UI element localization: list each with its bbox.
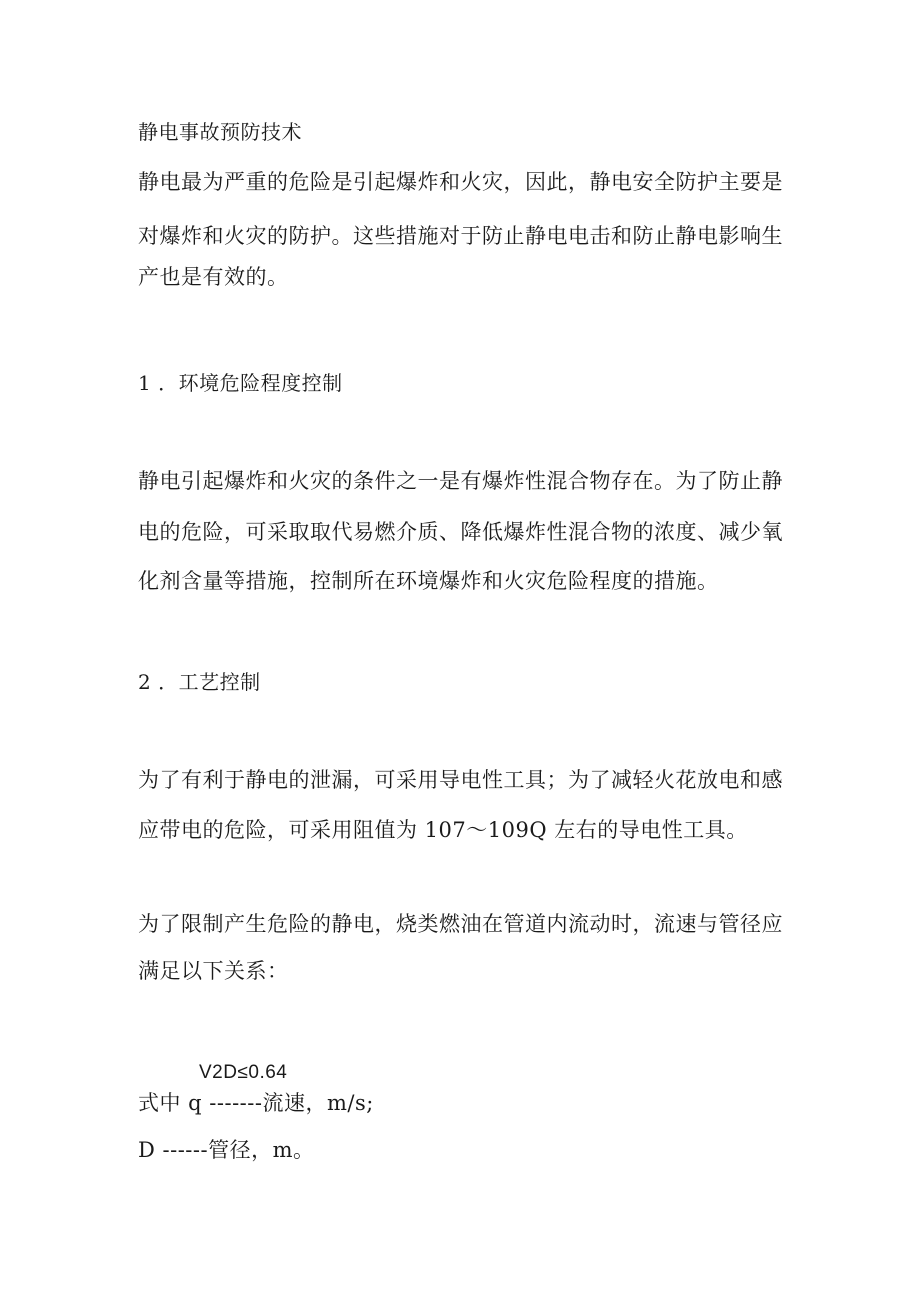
section2-para1-line-2: 应带电的危险，可采用阻值为 107～109Q 左右的导电性工具。 <box>138 818 748 842</box>
intro-line-1: 静电最为严重的危险是引起爆炸和火灾，因此，静电安全防护主要是 <box>138 170 783 194</box>
definition-diameter: D ------管径，m。 <box>138 1138 315 1162</box>
section1-line-1: 静电引起爆炸和火灾的条件之一是有爆炸性混合物存在。为了防止静 <box>138 469 783 493</box>
intro-line-2: 对爆炸和火灾的防护。这些措施对于防止静电电击和防止静电影响生 <box>138 224 783 248</box>
section2-para2-line-2: 满足以下关系： <box>138 959 289 983</box>
definition-velocity: 式中 q -------流速，m/s; <box>138 1091 374 1115</box>
flow-formula: V2D≤0.64 <box>199 1062 288 1083</box>
section1-line-3: 化剂含量等措施，控制所在环境爆炸和火灾危险程度的措施。 <box>138 569 719 593</box>
section2-para1-line-1: 为了有利于静电的泄漏，可采用导电性工具；为了减轻火花放电和感 <box>138 768 783 792</box>
intro-line-3: 产也是有效的。 <box>138 265 289 289</box>
section1-heading: 1 ．环境危险程度控制 <box>138 371 343 395</box>
document-title: 静电事故预防技术 <box>138 120 302 144</box>
section2-heading: 2 ．工艺控制 <box>138 670 261 694</box>
section1-line-2: 电的危险，可采取取代易燃介质、降低爆炸性混合物的浓度、减少氧 <box>138 520 783 544</box>
section2-para2-line-1: 为了限制产生危险的静电，烧类燃油在管道内流动时，流速与管径应 <box>138 912 783 936</box>
